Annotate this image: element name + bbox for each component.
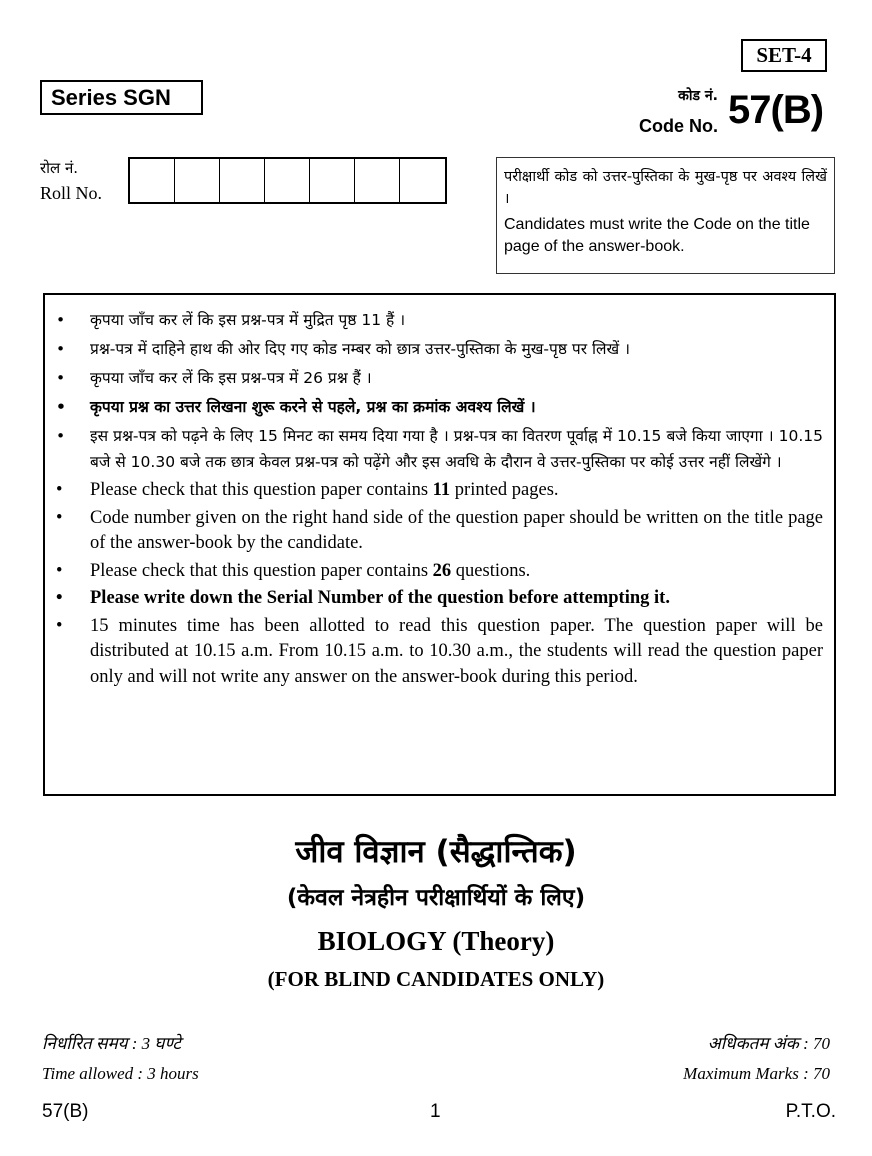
- bullet-icon: •: [56, 427, 66, 445]
- instruction-hindi: • प्रश्न-पत्र में दाहिने हाथ की ओर दिए गए कोड नम्बर को छात्र उत्तर-पुस्तिका के मुख-पृष्ठ पर लिखें ।: [56, 336, 823, 362]
- instruction-english: • Please check that this question paper contains 26 questions.: [56, 559, 823, 585]
- instruction-hindi: • कृपया प्रश्न का उत्तर लिखना शुरू करने से पहले, प्रश्न का क्रमांक अवश्य लिखें ।: [56, 394, 823, 420]
- roll-label-hindi: रोल नं.: [40, 159, 79, 177]
- roll-cell[interactable]: [355, 159, 400, 202]
- instruction-hindi: • कृपया जाँच कर लें कि इस प्रश्न-पत्र में 26 प्रश्न हैं ।: [56, 365, 823, 391]
- bullet-icon: •: [56, 480, 63, 500]
- bullet-icon: •: [56, 369, 66, 387]
- page-number: 1: [430, 1101, 441, 1122]
- bullet-icon: •: [56, 560, 63, 581]
- code-note-box: [496, 157, 835, 274]
- roll-cell[interactable]: [175, 159, 220, 202]
- series-label: Series SGN: [40, 80, 203, 115]
- code-note-hindi: परीक्षार्थी कोड को उत्तर-पुस्तिका के मुख-पृष्ठ पर अवश्य लिखें ।: [504, 169, 827, 207]
- subject-title-english: BIOLOGY (Theory): [317, 926, 555, 956]
- bullet-icon: •: [56, 615, 63, 636]
- audience-english: (FOR BLIND CANDIDATES ONLY): [267, 967, 605, 991]
- roll-number-boxes: [128, 157, 447, 204]
- instruction-english: • 15 minutes time has been allotted to read this question paper. The question paper will be distributed at 10.15 a.m. From 10.15 a.m. to 10.30 a.m., the students will read the question paper only and will not write any answer on the answer-book during this period.: [56, 615, 823, 687]
- instructions-box: [43, 293, 836, 796]
- code-note-english: Candidates must write the Code on the title page of the answer-book.: [504, 216, 810, 255]
- bullet-icon: •: [56, 507, 63, 528]
- instruction-english: • Please write down the Serial Number of the question before attempting it.: [56, 586, 823, 612]
- roll-cell[interactable]: [220, 159, 265, 202]
- instruction-hindi: • कृपया जाँच कर लें कि इस प्रश्न-पत्र में मुद्रित पृष्ठ 11 हैं ।: [56, 307, 823, 333]
- audience-hindi: (केवल नेत्रहीन परीक्षार्थियों के लिए): [286, 885, 586, 911]
- bullet-icon: •: [56, 588, 63, 608]
- instructions-list: [56, 307, 823, 690]
- subject-title-hindi: जीव विज्ञान (सैद्धान्तिक): [295, 834, 577, 870]
- maximum-marks-english: Maximum Marks : 70: [683, 1064, 830, 1083]
- bullet-icon: •: [56, 398, 66, 416]
- roll-cell[interactable]: [400, 159, 445, 202]
- code-label-hindi: कोड नं.: [678, 88, 718, 104]
- code-label-english: Code No.: [639, 116, 718, 136]
- instruction-hindi: • इस प्रश्न-पत्र को पढ़ने के लिए 15 मिनट का समय दिया गया है । प्रश्न-पत्र का वितरण पूर्वाह्न में 10.15 बजे किया जाएगा । 10.15 बजे से 10.30 बजे तक छात्र केवल प्रश्न-पत्र को पढ़ेंगे और इस अवधि के दौरान वे उत्तर-पुस्तिका पर कोई उत्तर नहीं लिखेंगे ।: [56, 423, 823, 475]
- time-allowed-hindi: निर्धारित समय : 3 घण्टे: [42, 1034, 181, 1053]
- bullet-icon: •: [56, 340, 66, 358]
- footer-code: 57(B): [42, 1101, 89, 1122]
- code-number: 57(B): [728, 88, 824, 132]
- maximum-marks-hindi: अधिकतम अंक : 70: [707, 1034, 830, 1053]
- time-allowed-english: Time allowed : 3 hours: [42, 1064, 199, 1083]
- bullet-icon: •: [56, 311, 66, 329]
- roll-label-english: Roll No.: [40, 183, 103, 203]
- instruction-english: • Please check that this question paper contains 11 printed pages.: [56, 478, 823, 504]
- pto-label: P.T.O.: [785, 1101, 836, 1122]
- roll-cell[interactable]: [310, 159, 355, 202]
- instruction-english: • Code number given on the right hand side of the question paper should be written on the title page of the answer-book by the candidate.: [56, 507, 823, 553]
- set-label: SET-4: [741, 39, 827, 72]
- roll-cell[interactable]: [130, 159, 175, 202]
- roll-cell[interactable]: [265, 159, 310, 202]
